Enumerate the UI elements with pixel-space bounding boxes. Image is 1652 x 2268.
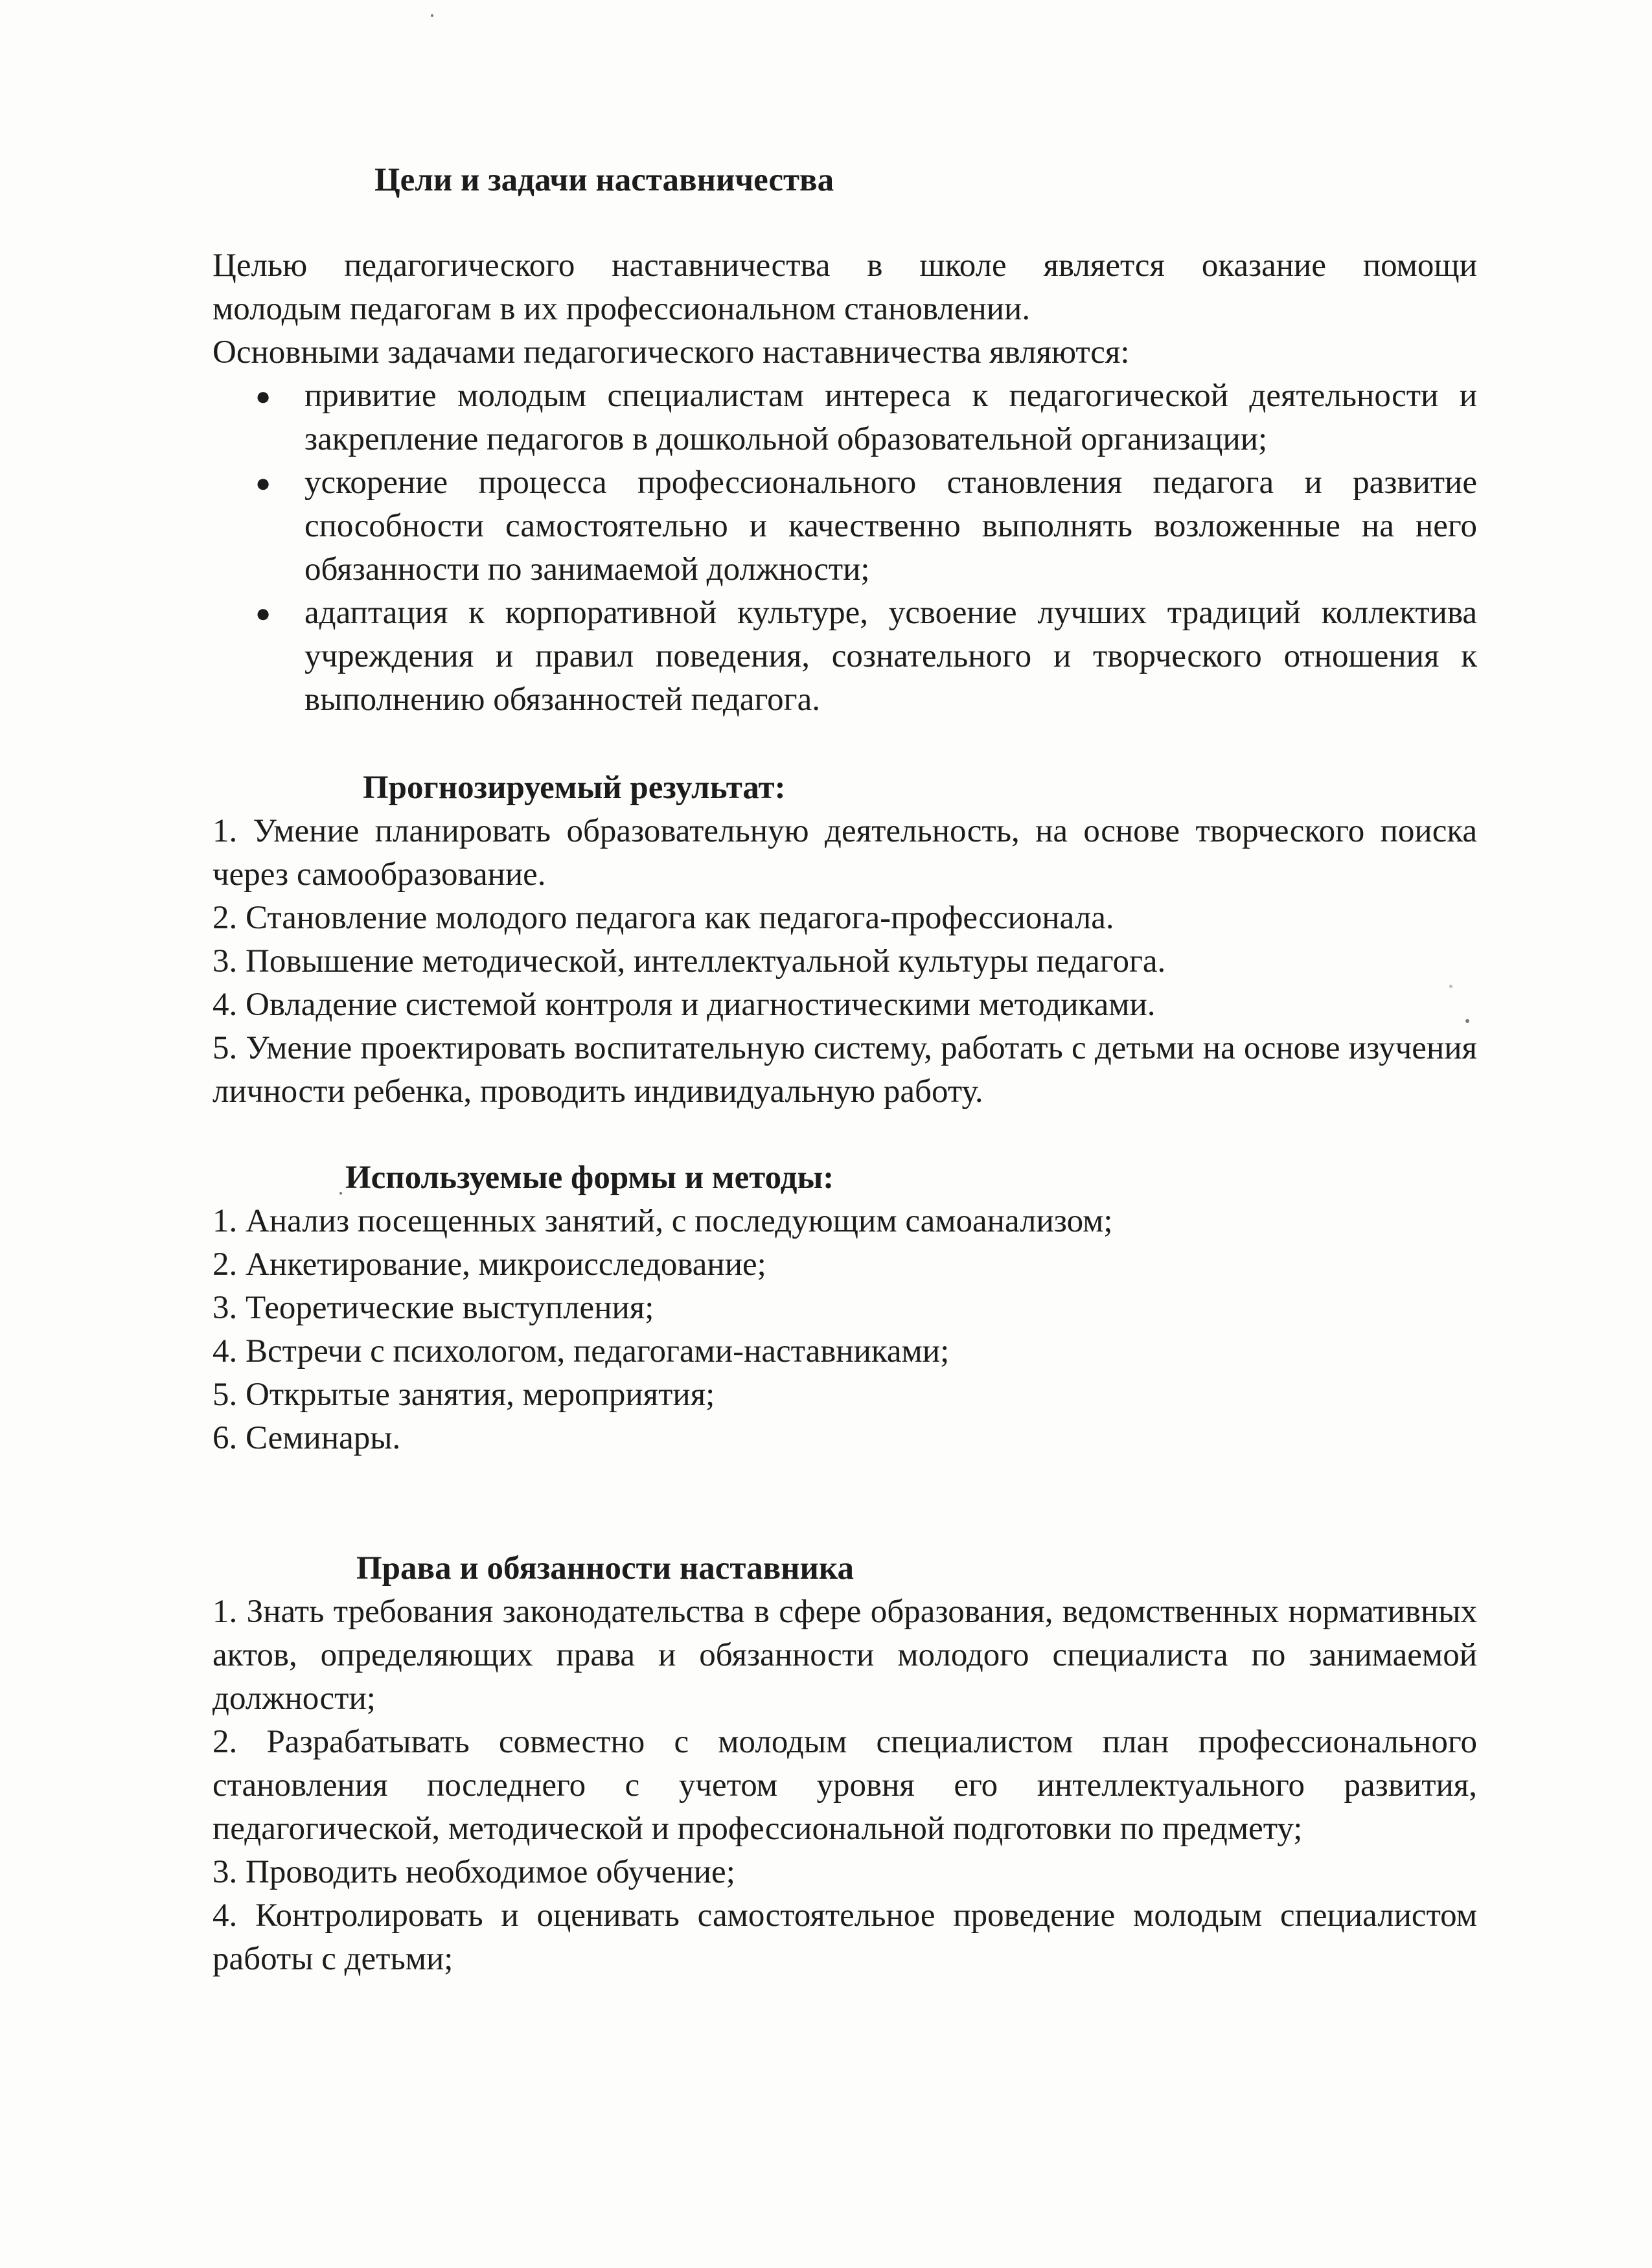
list-item: 4. Овладение системой контроля и диагностическими методиками.	[212, 987, 1156, 1023]
list-item	[255, 461, 1477, 591]
section-title-methods: Используемые формы и методы:	[345, 1160, 834, 1196]
task-text: ускорение процесса профессионального становления педагога и развитие способности самостоятельно и качественно выполнять возложенные на него обязанности по занимаемой должности;	[304, 464, 1477, 588]
list-item: 6. Семинары.	[212, 1420, 401, 1456]
list-item: 3. Проводить необходимое обучение;	[212, 1854, 735, 1890]
list-item: 4. Контролировать и оценивать самостоятельное проведение молодым специалистом работы с детьми;	[212, 1897, 1477, 1977]
scan-speck	[431, 14, 433, 17]
rights-list	[212, 1590, 1477, 1981]
document-body	[212, 159, 1477, 1981]
list-item: 5. Умение проектировать воспитательную систему, работать с детьми на основе изучения личности ребенка, проводить индивидуальную работу.	[212, 1030, 1477, 1110]
list-item	[255, 591, 1477, 722]
results-list	[212, 810, 1477, 1114]
list-item: 1. Знать требования законодательства в сфере образования, ведомственных нормативных актов, определяющих права и обязанности молодого специалиста по занимаемой должности;	[212, 1594, 1477, 1717]
bullet-icon: ●	[255, 599, 271, 628]
tasks-intro: Основными задачами педагогического наставничества являются:	[212, 334, 1130, 371]
list-item: 3. Теоретические выступления;	[212, 1290, 654, 1326]
list-item: 4. Встречи с психологом, педагогами-наставниками;	[212, 1333, 950, 1369]
section-title-results: Прогнозируемый результат:	[363, 770, 786, 806]
goal-line: Целью педагогического наставничества в школе является оказание помощи	[212, 247, 1477, 284]
list-item: 5. Открытые занятия, мероприятия;	[212, 1377, 715, 1413]
list-item	[255, 374, 1477, 461]
section-title-rights: Права и обязанности наставника	[356, 1550, 854, 1586]
tasks-list	[212, 374, 1477, 722]
list-item: 2. Становление молодого педагога как педагога-профессионала.	[212, 900, 1114, 936]
list-item: 2. Разрабатывать совместно с молодым специалистом план профессионального становления последнего с учетом уровня его интеллектуального развития, педагогической, методической и профессиональной подготовки по предмету;	[212, 1724, 1477, 1847]
goal-line: молодым педагогам в их профессиональном становлении.	[212, 291, 1031, 327]
bullet-icon: ●	[255, 468, 271, 498]
bullet-icon: ●	[255, 382, 271, 411]
methods-list	[212, 1200, 1477, 1460]
list-item: 3. Повышение методической, интеллектуальной культуры педагога.	[212, 943, 1166, 979]
section-title-goals: Цели и задачи наставничества	[374, 162, 834, 198]
list-item: 1. Умение планировать образовательную деятельность, на основе творческого поиска через самообразование.	[212, 813, 1477, 893]
list-item: 2. Анкетирование, микроисследование;	[212, 1246, 766, 1283]
task-text: привитие молодым специалистам интереса к педагогической деятельности и закрепление педагогов в дошкольной образовательной организации;	[304, 378, 1477, 457]
task-text: адаптация к корпоративной культуре, усвоение лучших традиций коллектива учреждения и правил поведения, сознательного и творческого отношения к выполнению обязанностей педагога.	[304, 595, 1477, 718]
list-item: 1. Анализ посещенных занятий, с последующим самоанализом;	[212, 1203, 1113, 1239]
